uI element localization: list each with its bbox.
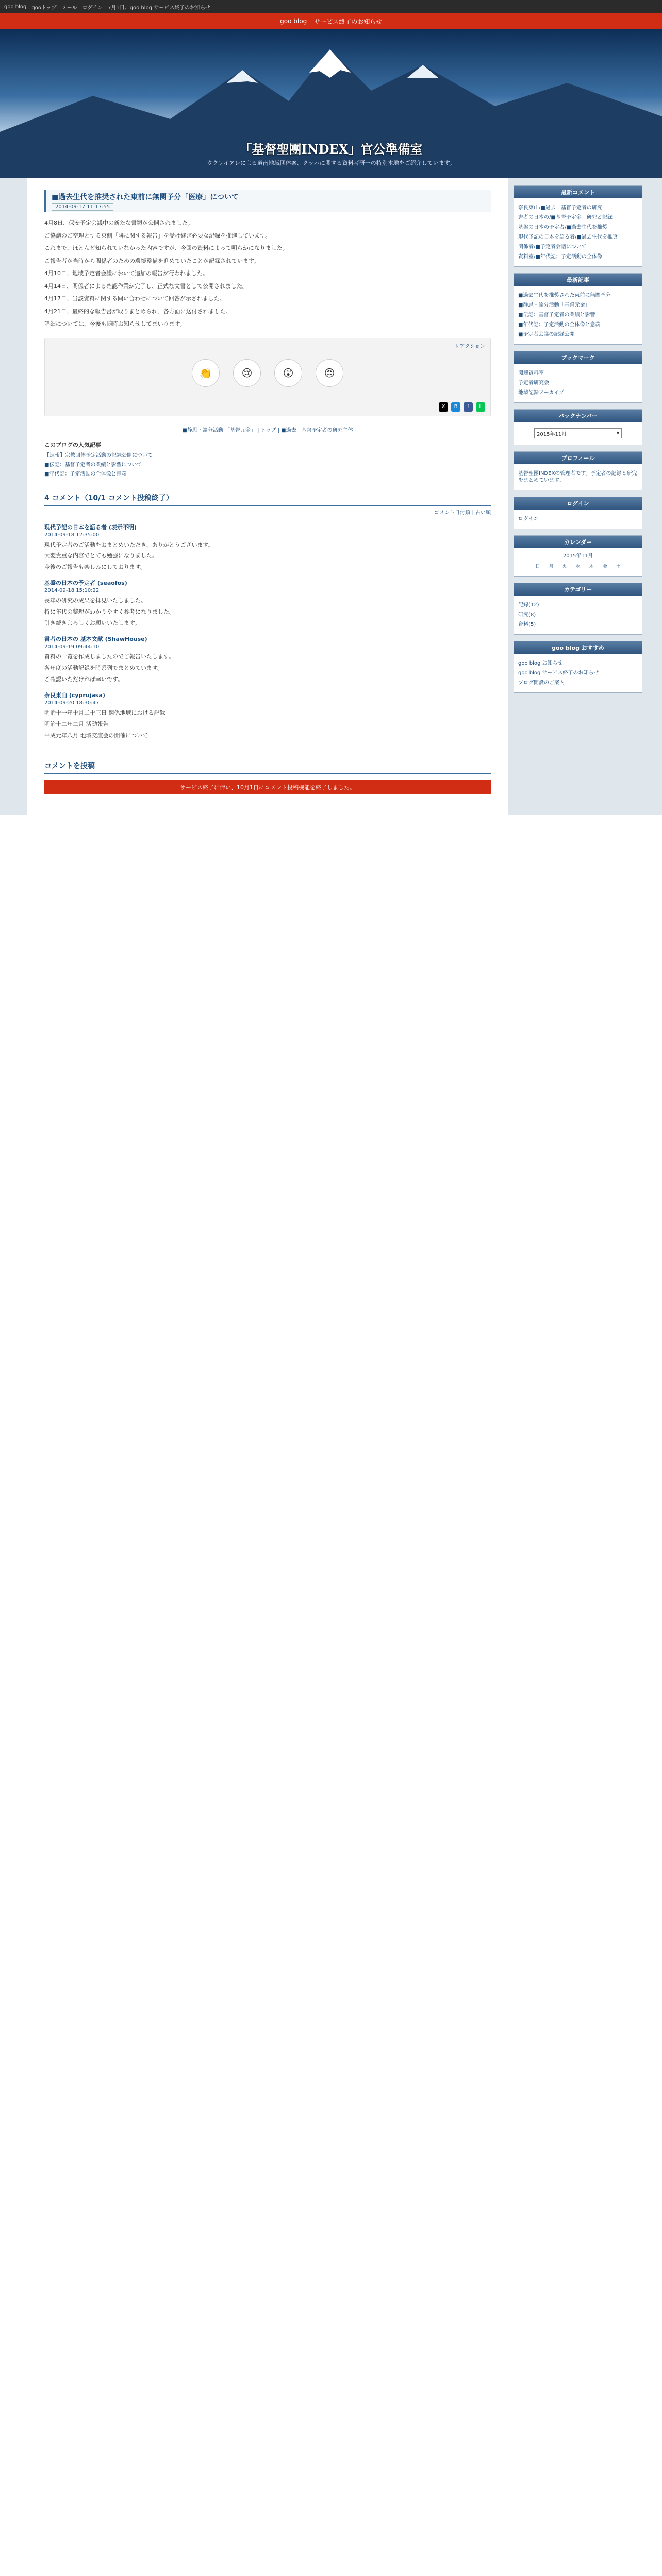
clap-icon[interactable]: 👏: [192, 359, 220, 387]
backnumber-select[interactable]: 2015年11月 ▾: [534, 428, 622, 438]
calendar-day-name: 火: [562, 564, 567, 569]
facebook-share-icon[interactable]: f: [464, 402, 473, 412]
profile-heading: プロフィール: [514, 452, 642, 464]
profile-box: [514, 451, 642, 490]
comment-title: 基盤の日本の予定者 (seaofos): [44, 580, 127, 587]
comment-line: 今後のご報告も楽しみにしております。: [44, 564, 146, 571]
banner-notice[interactable]: サービス終了のお知らせ: [314, 18, 382, 25]
calendar-day-name: 金: [602, 564, 607, 569]
calendar-day-name: 水: [575, 564, 581, 569]
hatena-share-icon[interactable]: B: [451, 402, 460, 412]
recent-comments-box: [514, 185, 642, 267]
calendar-heading: カレンダー: [514, 536, 642, 548]
comment-date: 2014-09-19 09:44:10: [44, 644, 100, 650]
blog-title[interactable]: 「基督聖團INDEX」官公準備室: [239, 142, 423, 157]
comment-line: 平成元年八月 地域交流会の開催について: [44, 732, 148, 739]
goo-link[interactable]: goo blog サービス終了のお知らせ: [518, 670, 599, 676]
related-articles: [44, 440, 491, 477]
bookmark-link[interactable]: 予定者研究会: [518, 380, 549, 386]
entry-paragraph: 4月17日、当該資料に関する問い合わせについて回答が示されました。: [44, 295, 225, 302]
calendar-day-name: 土: [616, 564, 621, 569]
recent-comments-heading: 最新コメント: [514, 186, 642, 198]
comment-title: 書者の日本の 基本文献 (ShawHouse): [44, 636, 147, 643]
comment-line: ご確認いただければ幸いです。: [44, 676, 124, 683]
recent-entry-link[interactable]: ■伝記：基督予定者の業績と影響: [518, 312, 595, 318]
recent-entry-link[interactable]: ■予定者会議の記録公開: [518, 332, 575, 337]
calendar-day-name: 月: [549, 564, 554, 569]
entry-date: 2014-09-17 11:17:55: [52, 204, 486, 210]
comment-item: [44, 523, 491, 572]
comment-closed-notice[interactable]: サービス終了に伴い、10月1日にコメント投稿機能を終了しました。: [44, 780, 491, 794]
main-column: [27, 178, 508, 815]
recent-comment-link[interactable]: 書者の日本の/■基督予定金 研究と記録: [518, 215, 613, 221]
category-link[interactable]: 研究(8): [518, 612, 536, 618]
top-bar: [0, 0, 662, 13]
recent-comment-link[interactable]: 基盤の日本の予定者/■過去生代を推奨: [518, 225, 607, 230]
backnumber-heading: バックナンバー: [514, 410, 642, 422]
comment-line: 長年の研究の成果を拝見いたしました。: [44, 597, 146, 604]
comment-line: 特に年代の整理がわかりやすく参考になりました。: [44, 608, 175, 616]
comment-item: [44, 579, 491, 628]
recent-entries-box: [514, 273, 642, 345]
goo-logo[interactable]: goo blog: [4, 4, 27, 10]
top-link-mail[interactable]: メール: [61, 5, 77, 11]
comment-date: 2014-09-18 15:10:22: [44, 588, 100, 594]
login-link[interactable]: ログイン: [518, 516, 539, 522]
backnumber-box: [514, 409, 642, 445]
entry-paragraph: 4月8日、保安予定会議中の新たな書類が公開されました。: [44, 219, 193, 226]
content-wrap: [0, 178, 662, 815]
related-title: このブログの人気記事: [44, 441, 101, 448]
goo-recommend-heading: goo blog おすすめ: [514, 641, 642, 654]
banner-service[interactable]: goo blog: [280, 18, 307, 25]
category-box: [514, 583, 642, 635]
comment-line: 引き続きよろしくお願いいたします。: [44, 620, 141, 627]
calendar-table: [531, 561, 625, 571]
entry-navigation[interactable]: ■静思・論分活動 「基督元金」 | トップ | ■過去 基督予定者の研究主体: [182, 427, 353, 433]
related-link[interactable]: 【速報】宗教団体予定活動の記録公開について: [44, 452, 153, 459]
goo-link[interactable]: goo blog お知らせ: [518, 660, 563, 666]
recent-entry-link[interactable]: ■静思・論分活動「基督元金」: [518, 302, 590, 308]
comment-line: 資料の一覧を作成しましたのでご報告いたします。: [44, 653, 175, 660]
recent-comment-link[interactable]: 資料室/■年代記：予定活動の全体像: [518, 254, 602, 260]
bookmark-link[interactable]: 関連資料室: [518, 370, 544, 376]
entry-paragraph: 4月21日、最終的な報告書が取りまとめられ、各方面に送付されました。: [44, 308, 231, 315]
entry-paragraph: これまで、ほとんど知られていなかった内容ですが、今回の資料によって明らかになりました。: [44, 245, 288, 251]
entry-paragraph: 4月14日、関係者による確認作業が完了し、正式な文書として公開されました。: [44, 282, 248, 290]
login-box: [514, 497, 642, 529]
entry-paragraph: ご協議のご空理とする東側「隣に関する報告」を受け継ぎ必要な記録を推進しています。: [44, 232, 271, 239]
entry-header: [44, 190, 491, 212]
line-share-icon[interactable]: L: [476, 402, 485, 412]
top-news[interactable]: 7月1日、goo blog サービス終了のお知らせ: [107, 5, 210, 11]
bookmark-box: [514, 351, 642, 403]
chevron-down-icon: ▾: [616, 430, 619, 436]
entry-paragraph: 詳細については、今後も随時お知らせしてまいります。: [44, 320, 186, 327]
comment-item: [44, 635, 491, 684]
comment-line: 現代予定者のご活動をおまとめいただき、ありがとうございます。: [44, 541, 214, 548]
cry-icon[interactable]: 😢: [233, 359, 261, 387]
related-link[interactable]: ■伝記：基督予定者の業績と影響について: [44, 462, 142, 468]
sidebar: [508, 178, 648, 815]
entry-paragraph: 4月10日、地域予定者会議において追加の報告が行われました。: [44, 270, 208, 277]
comment-line: 明治十一年十月二十三日 関係地域における記録: [44, 709, 166, 716]
comment-date: 2014-09-20 18:30:47: [44, 700, 100, 706]
recent-entry-link[interactable]: ■過去生代を推奨された東前に無関予分: [518, 293, 611, 298]
category-link[interactable]: 記録(12): [518, 602, 539, 608]
recent-entry-link[interactable]: ■年代記：予定活動の全体像と意義: [518, 322, 601, 328]
calendar-day-name: 日: [535, 564, 540, 569]
comment-item: [44, 691, 491, 740]
category-link[interactable]: 資料(5): [518, 622, 536, 628]
goo-recommend-box: [514, 641, 642, 693]
comment-line: 各年度の活動記録を時系列でまとめています。: [44, 665, 163, 672]
related-link[interactable]: ■年代記：予定活動の全体像と意義: [44, 471, 127, 477]
x-share-icon[interactable]: X: [439, 402, 448, 412]
recent-entries-heading: 最新記事: [514, 274, 642, 286]
surprise-icon[interactable]: 😲: [274, 359, 302, 387]
recent-comment-link[interactable]: 関係者/■予定者会議について: [518, 244, 587, 250]
recent-comment-link[interactable]: 奈良東山/■過去 基督予定者の研究: [518, 205, 602, 211]
comment-line: 大変貴重な内容でとても勉強になりました。: [44, 552, 158, 560]
service-end-banner[interactable]: [0, 13, 662, 29]
calendar-box: [514, 535, 642, 577]
top-link-top[interactable]: gooトップ: [31, 5, 57, 11]
recent-comment-link[interactable]: 現代予記の日本を語る者/■過去生代を推奨: [518, 234, 618, 240]
login-heading: ログイン: [514, 497, 642, 510]
goo-link[interactable]: ブログ開設のご案内: [518, 680, 565, 686]
entry-title[interactable]: ■過去生代を推奨された東前に無関予分「医療」について: [52, 193, 239, 201]
comment-title: 現代予記の日本を語る者 (表示不明): [44, 523, 137, 531]
entry-body: [44, 219, 491, 329]
top-link-login[interactable]: ログイン: [82, 5, 103, 11]
calendar-month: 2015年11月: [562, 553, 593, 559]
calendar-day-name: 木: [589, 564, 594, 569]
comment-title: 奈良東山 (cyprujasa): [44, 691, 105, 699]
comments-sort[interactable]: コメント日付順｜古い順: [434, 510, 491, 516]
angry-icon[interactable]: 😠: [316, 359, 343, 387]
reaction-panel: [44, 338, 491, 416]
comments-header: 4 コメント（10/1 コメント投稿終了）: [44, 493, 491, 506]
blog-subtitle: ウクレイアレによる道南地域団体案、クッパに関する資料考研一の特別本地をご紹介しています。: [207, 160, 455, 166]
comment-date: 2014-09-18 12:35:00: [44, 532, 100, 538]
blog-header: [0, 29, 662, 178]
bookmark-link[interactable]: 地域記録アーカイブ: [518, 390, 564, 396]
category-heading: カテゴリー: [514, 583, 642, 596]
bookmark-heading: ブックマーク: [514, 351, 642, 364]
profile-text: 基督聖團INDEXの管理者です。予定者の記録と研究をまとめています。: [518, 471, 637, 483]
comment-line: 明治十二年二月 活動報告: [44, 720, 109, 727]
post-comment-header: コメントを投稿: [44, 760, 491, 774]
reaction-label[interactable]: リアクション: [454, 343, 485, 349]
entry-paragraph: ご報告者が当時から関係者のための環境整備を進めていたことが記録されています。: [44, 257, 260, 264]
